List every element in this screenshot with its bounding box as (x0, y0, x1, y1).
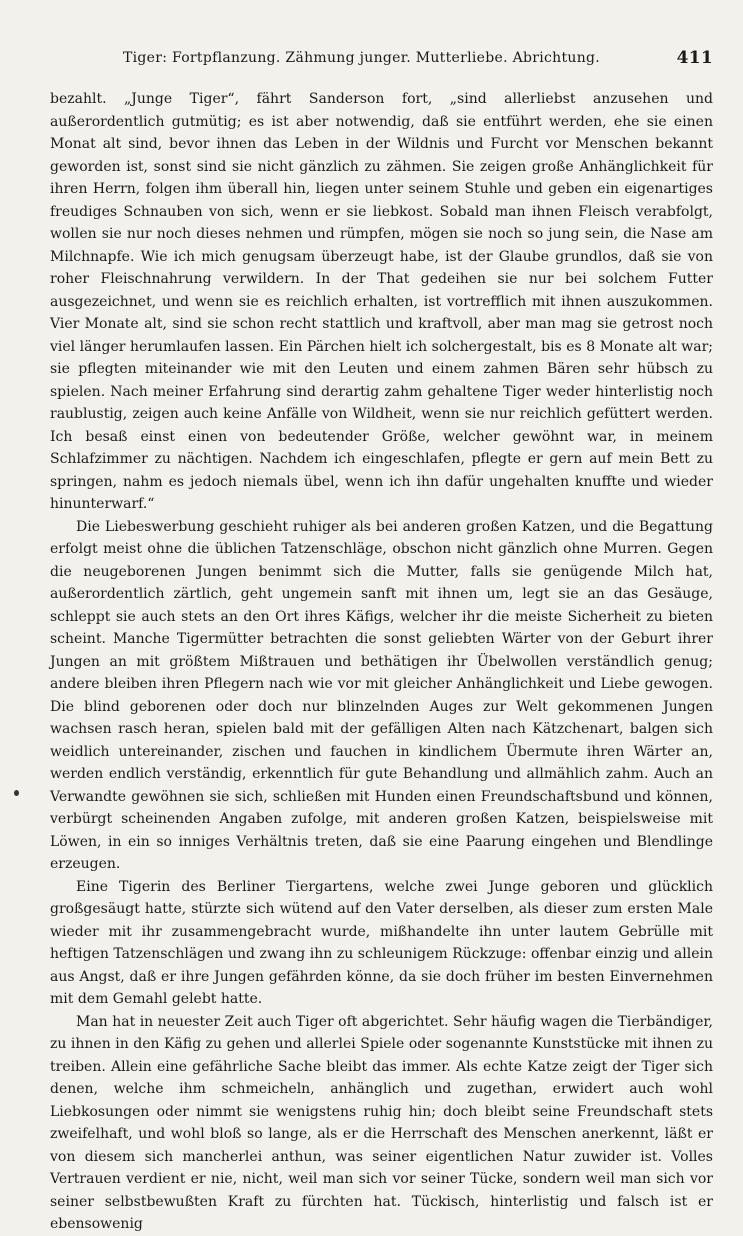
paragraph-sanderson-quote: bezahlt. „Junge Tiger“, fährt Sanderson fort, „sind allerliebst anzusehen und außerordentlich gutmütig; es ist aber notwendig, daß sie entführt werden, ehe sie einen Monat alt sind, bevor ihnen das Leben in der Wildnis und Furcht vor Menschen bekannt geworden ist, sonst sind sie nicht gänzlich zu zähmen. Sie zeigen große Anhänglichkeit für ihren Herrn, folgen ihm überall hin, liegen unter seinem Stuhle und geben ein eigenartiges freudiges Schnauben von sich, wenn er sie liebkost. Sobald man ihnen Fleisch verabfolgt, wollen sie nur noch dieses nehmen und rümpfen, mögen sie noch so jung sein, die Nase am Milchnapfe. Wie ich mich genugsam überzeugt habe, ist der Glaube grundlos, daß sie von roher Fleischnahrung verwildern. In der That gedeihen sie nur bei solchem Futter ausgezeichnet, und wenn sie es reichlich erhalten, ist vortrefflich mit ihnen auszukommen. Vier Monate alt, sind sie schon recht stattlich und kraftvoll, aber man mag sie getrost noch viel länger herumlaufen lassen. Ein Pärchen hielt ich solchergestalt, bis es 8 Monate alt war; sie pflegten miteinander wie mit den Leuten und einem zahmen Bären sehr hübsch zu spielen. Nach meiner Erfahrung sind derartig zahm gehaltene Tiger weder hinterlistig noch raublustig, zeigen auch keine Anfälle von Wildheit, wenn sie nur reichlich gefüttert werden. Ich besaß einst einen von bedeutender Größe, welcher gewöhnt war, in meinem Schlafzimmer zu nächtigen. Nachdem ich eingeschlafen, pflegte er gern auf mein Bett zu springen, nahm es jedoch niemals übel, wenn ich ihn dafür ungehalten knuffte und wieder hinunterwarf.“ (50, 91, 713, 512)
page-header (50, 48, 713, 78)
running-title: Tiger: Fortpflanzung. Zähmung junger. Mutterliebe. Abrichtung. (122, 50, 601, 66)
paragraph-training: Man hat in neuester Zeit auch Tiger oft abgerichtet. Sehr häufig wagen die Tierbändiger, zu ihnen in den Käfig zu gehen und allerlei Spiele oder sogenannte Kunststücke mit ihnen zu treiben. Allein eine gefährliche Sache bleibt das immer. Als echte Katze zeigt der Tiger sich denen, welche ihm schmeicheln, anhänglich und zugethan, erwidert auch wohl Liebkosungen oder nimmt sie wenigstens ruhig hin; doch bleibt seine Freundschaft stets zweifelhaft, und wohl bloß so lange, als er die Herrschaft des Menschen anerkennt, läßt er von diesem sich mancherlei anthun, was seiner eigentlichen Natur zuwider ist. Volles Vertrauen verdient er nie, nicht, weil man sich vor seiner Tücke, sondern weil man sich vor seiner selbstbewußten Kraft zu fürchten hat. Tückisch, hinterlistig und falsch ist er ebensowenig (50, 1013, 713, 1232)
paragraph-berlin-tigress: Eine Tigerin des Berliner Tiergartens, welche zwei Junge geboren und glücklich großgesäugt hatte, stürzte sich wütend auf den Vater derselben, als dieser zum ersten Male wieder mit ihr zusammengebracht wurde, mißhandelte ihn unter lautem Gebrülle mit heftigen Tatzenschlägen und zwang ihn zu schleunigem Rückzuge: offenbar einzig und allein aus Angst, daß er ihre Jungen gefährden könne, da sie doch früher im besten Einvernehmen mit dem Gemahl gelebt hatte. (50, 878, 713, 1007)
margin-ink-mark (14, 790, 19, 796)
paragraph-courtship-and-cubs: Die Liebeswerbung geschieht ruhiger als bei anderen großen Katzen, und die Begattung erfolgt meist ohne die üblichen Tatzenschläge, obschon nicht gänzlich ohne Murren. Gegen die neugeborenen Jungen benimmt sich die Mutter, falls sie genügende Milch hat, außerordentlich zärtlich, geht ungemein sanft mit ihnen um, legt sie an das Gesäuge, schleppt sie auch stets an den Ort ihres Käfigs, welcher ihr die meiste Sicherheit zu bieten scheint. Manche Tigermütter betrachten die sonst geliebten Wärter von der Geburt ihrer Jungen an mit größtem Mißtrauen und bethätigen ihr Übelwollen verständlich genug; andere bleiben ihren Pflegern nach wie vor mit gleicher Anhänglichkeit und Liebe gewogen. Die blind geborenen oder doch nur blinzelnden Auges zur Welt gekommenen Jungen wachsen rasch heran, spielen bald mit der gefälligen Alten nach Kätzchenart, balgen sich weidlich untereinander, zischen und fauchen in kindlichem Übermute ihren Wärter an, werden endlich verständig, erkenntlich für gute Behandlung und allmählich zahm. Auch an Verwandte gewöhnen sie sich, schließen mit Hunden einen Freundschaftsbund und können, verbürgt scheinenden Angaben zufolge, mit anderen großen Katzen, beispielsweise mit Löwen, in ein so inniges Verhältnis treten, daß sie eine Paarung eingehen und Blendlinge erzeugen. (50, 518, 713, 872)
page-number: 411 (676, 48, 713, 68)
body-text (50, 88, 713, 1236)
